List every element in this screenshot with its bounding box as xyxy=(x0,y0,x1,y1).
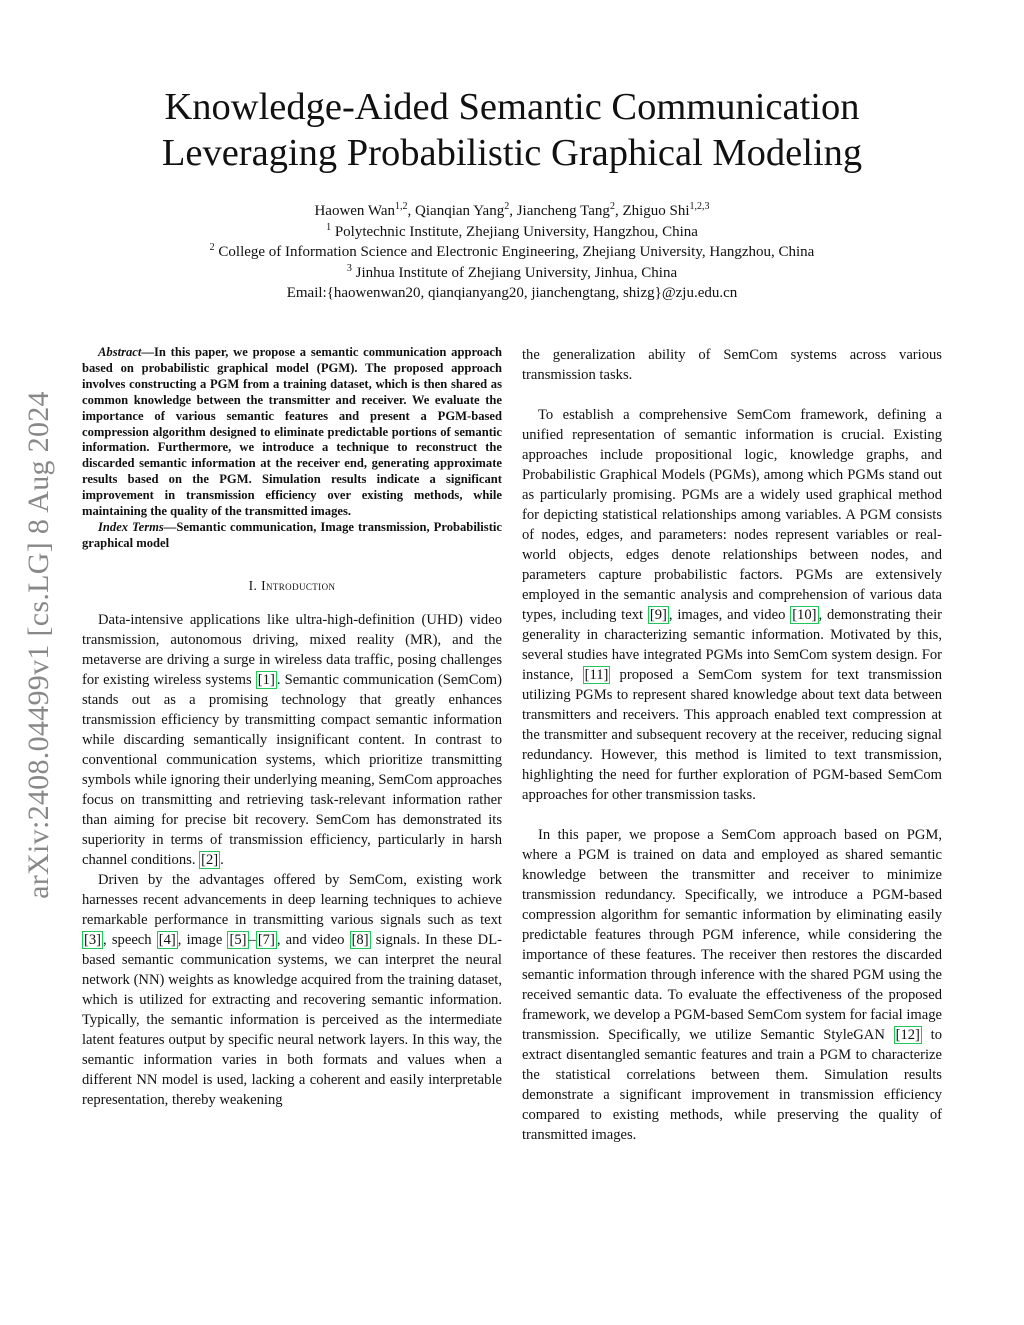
index-terms-label: Index Terms xyxy=(98,519,164,534)
title-line-1: Knowledge-Aided Semantic Communication xyxy=(164,86,860,128)
author-name: , Qianqian Yang xyxy=(407,203,505,219)
section-heading-introduction xyxy=(82,576,502,596)
index-terms-text: —Semantic communication, Image transmission, Probabilistic graphical model xyxy=(82,519,502,550)
affiliation-mark: 3 xyxy=(346,262,352,274)
author-name: , Zhiguo Shi xyxy=(614,203,690,219)
author-name: , Jiancheng Tang xyxy=(509,203,610,219)
intro-paragraph-1: Data-intensive applications like ultra-high-definition (UHD) video transmission, autonomous driving, mixed reality (MR), and the metaverse are driving a surge in wireless data traffic, posing challenges for existing wireless systems [1] . Semantic communication (SemCom) stands out as a promising technology that greatly enhances transmission efficiency by transmitting compact semantic information while discarding semantically insignificant content. In contrast to conventional communication systems, which prioritize transmitting symbols while ignoring their underlying meaning, SemCom approaches focus on transmitting and retrieving task-relevant information rather than aiming for precise bit recovery. SemCom has demonstrated its superiority in terms of transmission efficiency, particularly in harsh channel conditions. [2] . xyxy=(82,611,502,868)
affiliation-mark: 1 xyxy=(326,221,332,233)
citation-link[interactable]: [7] xyxy=(257,931,275,948)
affiliation-text: Polytechnic Institute, Zhejiang University, Hangzhou, China xyxy=(331,223,698,240)
citation-link[interactable]: [12] xyxy=(895,1027,920,1043)
affiliation-3 xyxy=(100,263,924,284)
author-list xyxy=(100,201,924,222)
pgm-background-paragraph: To establish a comprehensive SemCom framework, defining a unified representation of semantic information is crucial. Existing approaches include propositional logic, knowledge graphs, and Probabilistic Graphical Models (PGMs), among which PGMs stand out as particularly promising. PGMs are a widely used graphical method for depicting statistical relationships among variables. A PGM consists of nodes, edges, and parameters: nodes represent variables or real-world objects, edges denote relationships between nodes, and parameters capture probabilistic factors. PGMs are extensively employed in the semantic analysis and comprehension of various data types, including text [9] , images, and video [10] , demonstrating their generality in characterizing semantic information. Motivated by this, several studies have integrated PGMs into SemCom system design. For instance, [11] proposed a SemCom system for text transmission utilizing PGMs to represent shared knowledge about text data between transmitters and receivers. This approach enabled text compression at the transmitter and subsequent recovery at the receiver, reducing signal redundancy. However, this method is limited to text transmission, highlighting the need for further exploration of PGM-based SemCom approaches for other transmission tasks. xyxy=(522,407,942,803)
right-column xyxy=(522,345,942,1145)
author-affiliation-mark: 1,2,3 xyxy=(689,201,710,212)
author-affiliation-mark: 2 xyxy=(504,201,510,212)
citation-link[interactable]: [11] xyxy=(584,667,609,683)
citation-link[interactable]: [1] xyxy=(257,671,275,688)
citation-link[interactable]: [5] xyxy=(229,931,247,948)
paper-title xyxy=(100,84,924,176)
citation-link[interactable]: [4] xyxy=(158,931,176,948)
author-block xyxy=(100,201,924,304)
citation-link[interactable]: [2] xyxy=(201,851,219,868)
author-affiliation-mark: 2 xyxy=(609,201,615,212)
contribution-paragraph: In this paper, we propose a SemCom approach based on PGM, where a PGM is trained on data and employed as shared semantic knowledge between the transmitter and receiver to minimize transmission redundancy. Specifically, we introduce a PGM-based compression algorithm for semantic information by eliminating easily predictable features through PGM inference, while considering the importance of these features. The receiver then restores the discarded semantic information through inference with the shared PGM using the received semantic data. To evaluate the effectiveness of the proposed framework, we develop a PGM-based SemCom system for facial image transmission. Specifically, we utilize Semantic StyleGAN [12] to extract disentangled semantic features and train a PGM to characterize the statistical correlations between them. Simulation results demonstrate a significant improvement in transmission efficiency compared to existing methods, while preserving the quality of transmitted images. xyxy=(522,827,942,1143)
affiliation-2 xyxy=(100,242,924,263)
author-affiliation-mark: 1,2 xyxy=(395,201,408,212)
intro-paragraph-2: Driven by the advantages offered by SemCom, existing work harnesses recent advancements in deep learning techniques to achieve remarkable performance in transmitting various signals such as text [3] , speech [4] , image [5] – [7] , and video [8] signals. In these DL-based semantic communication systems, we can interpret the neural network (NN) weights as knowledge acquired from the training dataset, which is utilized for extracting and recovering semantic information. Typically, the semantic information is perceived as the intermediate latent features output by specific neural network layers. In this way, the semantic information varies in both formats and values when a different NN model is used, lacking a coherent and easily interpretable representation, thereby weakening xyxy=(82,871,502,1108)
paragraph-continuation: the generalization ability of SemCom systems across various transmission tasks. xyxy=(522,347,942,383)
section-title: Introduction xyxy=(261,577,336,593)
arxiv-identifier: arXiv:2408.04499v1 [cs.LG] 8 Aug 2024 xyxy=(22,391,55,899)
citation-link[interactable]: [10] xyxy=(792,607,817,623)
abstract-label: Abstract xyxy=(98,345,142,359)
section-numeral: I. xyxy=(248,577,262,593)
affiliation-mark: 2 xyxy=(209,242,215,253)
title-line-2: Leveraging Probabilistic Graphical Modeling xyxy=(161,132,863,174)
abstract-text: —In this paper, we propose a semantic communication approach based on probabilistic graphical model (PGM). The proposed approach involves constructing a PGM from a training dataset, which is then shared as common knowledge between the transmitter and receiver. We evaluate the importance of various semantic features and present a PGM-based compression algorithm designed to eliminate predictable portions of semantic information. Furthermore, we introduce a technique to reconstruct the discarded semantic information at the receiver end, generating approximate results based on the PGM. Simulation results indicate a significant improvement in transmission efficiency over existing methods, while maintaining the quality of the transmitted images. xyxy=(82,345,502,519)
citation-link[interactable]: [8] xyxy=(351,931,369,948)
index-terms xyxy=(82,520,502,552)
affiliation-text: Jinhua Institute of Zhejiang University, Jinhua, China xyxy=(351,264,678,281)
arxiv-sidebar-stamp xyxy=(14,355,64,935)
citation-link[interactable]: [3] xyxy=(84,931,102,948)
abstract xyxy=(82,345,502,520)
affiliation-text: College of Information Science and Electronic Engineering, Zhejiang University, Hangzhou, China xyxy=(214,244,815,260)
affiliation-1 xyxy=(100,222,924,243)
citation-link[interactable]: [9] xyxy=(649,607,667,623)
author-email: Email:{haowenwan20, qianqianyang20, jianchengtang, shizg}@zju.edu.cn xyxy=(286,285,738,301)
author-name: Haowen Wan xyxy=(314,203,396,219)
left-column xyxy=(82,345,502,1110)
